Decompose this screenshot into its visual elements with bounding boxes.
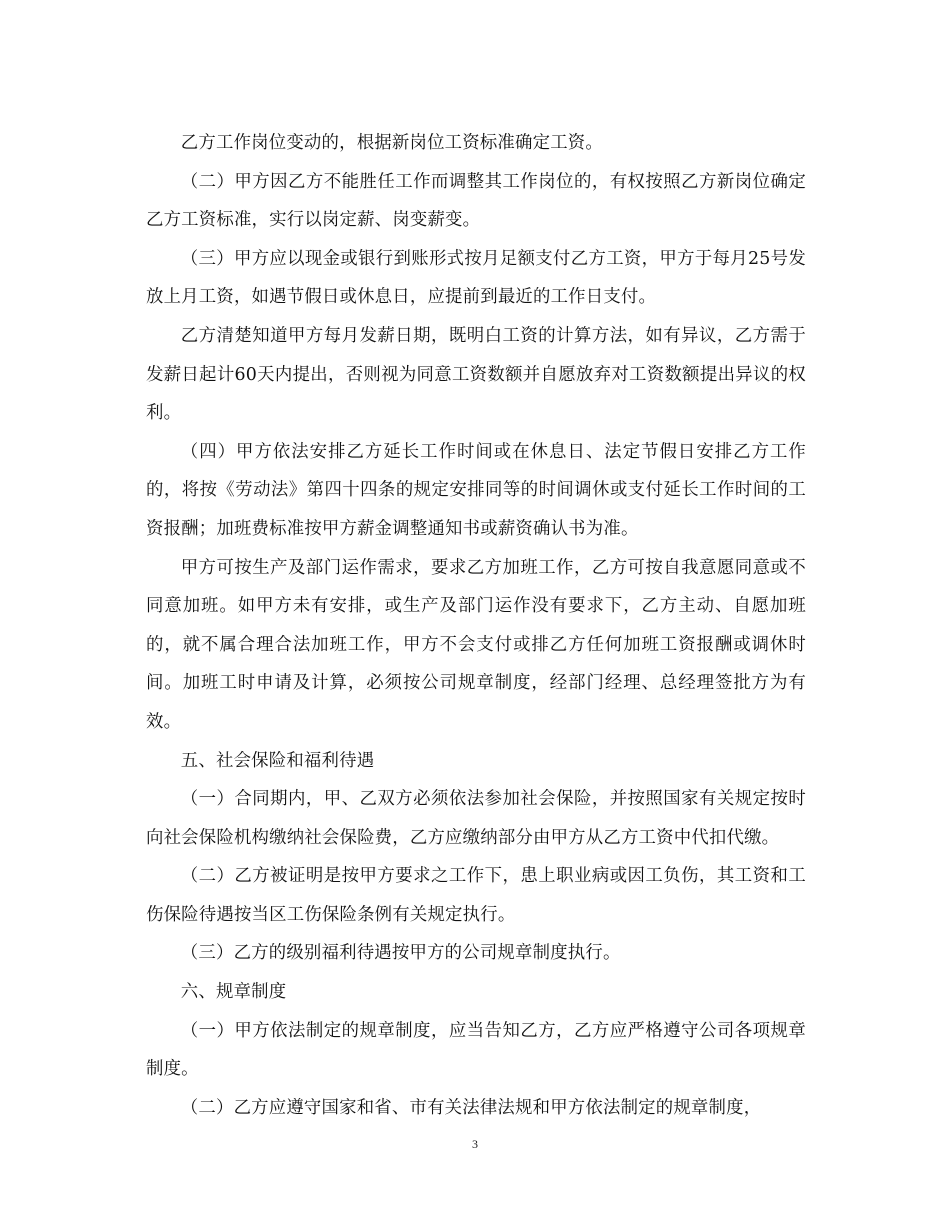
section-heading-social-insurance: 五、社会保险和福利待遇 bbox=[180, 750, 375, 771]
section-heading-rules: 六、规章制度 bbox=[180, 982, 287, 1003]
paragraph-clause-2-incompetence: （二）甲方因乙方不能胜任工作而调整其工作岗位的，有权按照乙方新岗位确定乙方工资标准，实行以岗定薪、岗变薪变。 bbox=[146, 171, 806, 231]
paragraph-rules-clause-2: （二）乙方应遵守国家和省、市有关法律法规和甲方依法制定的规章制度， bbox=[180, 1097, 762, 1118]
document-body bbox=[146, 124, 806, 1127]
page-number: 3 bbox=[472, 1137, 478, 1151]
paragraph-insurance-clause-2: （二）乙方被证明是按甲方要求之工作下，患上职业病或因工负伤，其工资和工伤保险待遇按当区工伤保险条例有关规定执行。 bbox=[146, 866, 806, 925]
paragraph-overtime-approval: 甲方可按生产及部门运作需求，要求乙方加班工作，乙方可按自我意愿同意或不同意加班。如甲方未有安排，或生产及部门运作没有要求下，乙方主动、自愿加班的，就不属合理合法加班工作，甲方不会支付或排乙方任何加班工资报酬或调休时间。加班工时申请及计算，必须按公司规章制度，经部门经理、总经理签批方为有效。 bbox=[146, 557, 806, 732]
paragraph-rules-clause-1: （一）甲方依法制定的规章制度，应当告知乙方，乙方应严格遵守公司各项规章制度。 bbox=[146, 1020, 806, 1080]
paragraph-clause-4-overtime: （四）甲方依法安排乙方延长工作时间或在休息日、法定节假日安排乙方工作的，将按《劳动法》第四十四条的规定安排同等的时间调休或支付延长工作时间的工资报酬；加班费标准按甲方薪金调整通知书或薪资确认书为准。 bbox=[146, 441, 806, 539]
paragraph-insurance-clause-1: （一）合同期内，甲、乙双方必须依法参加社会保险，并按照国家有关规定按时向社会保险机构缴纳社会保险费，乙方应缴纳部分由甲方从乙方工资中代扣代缴。 bbox=[146, 789, 806, 848]
paragraph-salary-position-change: 乙方工作岗位变动的，根据新岗位工资标准确定工资。 bbox=[180, 133, 603, 153]
paragraph-clause-3-payment: （三）甲方应以现金或银行到账形式按月足额支付乙方工资，甲方于每月25号发放上月工资，如遇节假日或休息日，应提前到最近的工作日支付。 bbox=[146, 248, 806, 308]
paragraph-payday-objection: 乙方清楚知道甲方每月发薪日期，既明白工资的计算方法，如有异议，乙方需于发薪日起计60天内提出，否则视为同意工资数额并自愿放弃对工资数额提出异议的权利。 bbox=[146, 325, 806, 424]
paragraph-insurance-clause-3: （三）乙方的级别福利待遇按甲方的公司规章制度执行。 bbox=[180, 943, 621, 964]
